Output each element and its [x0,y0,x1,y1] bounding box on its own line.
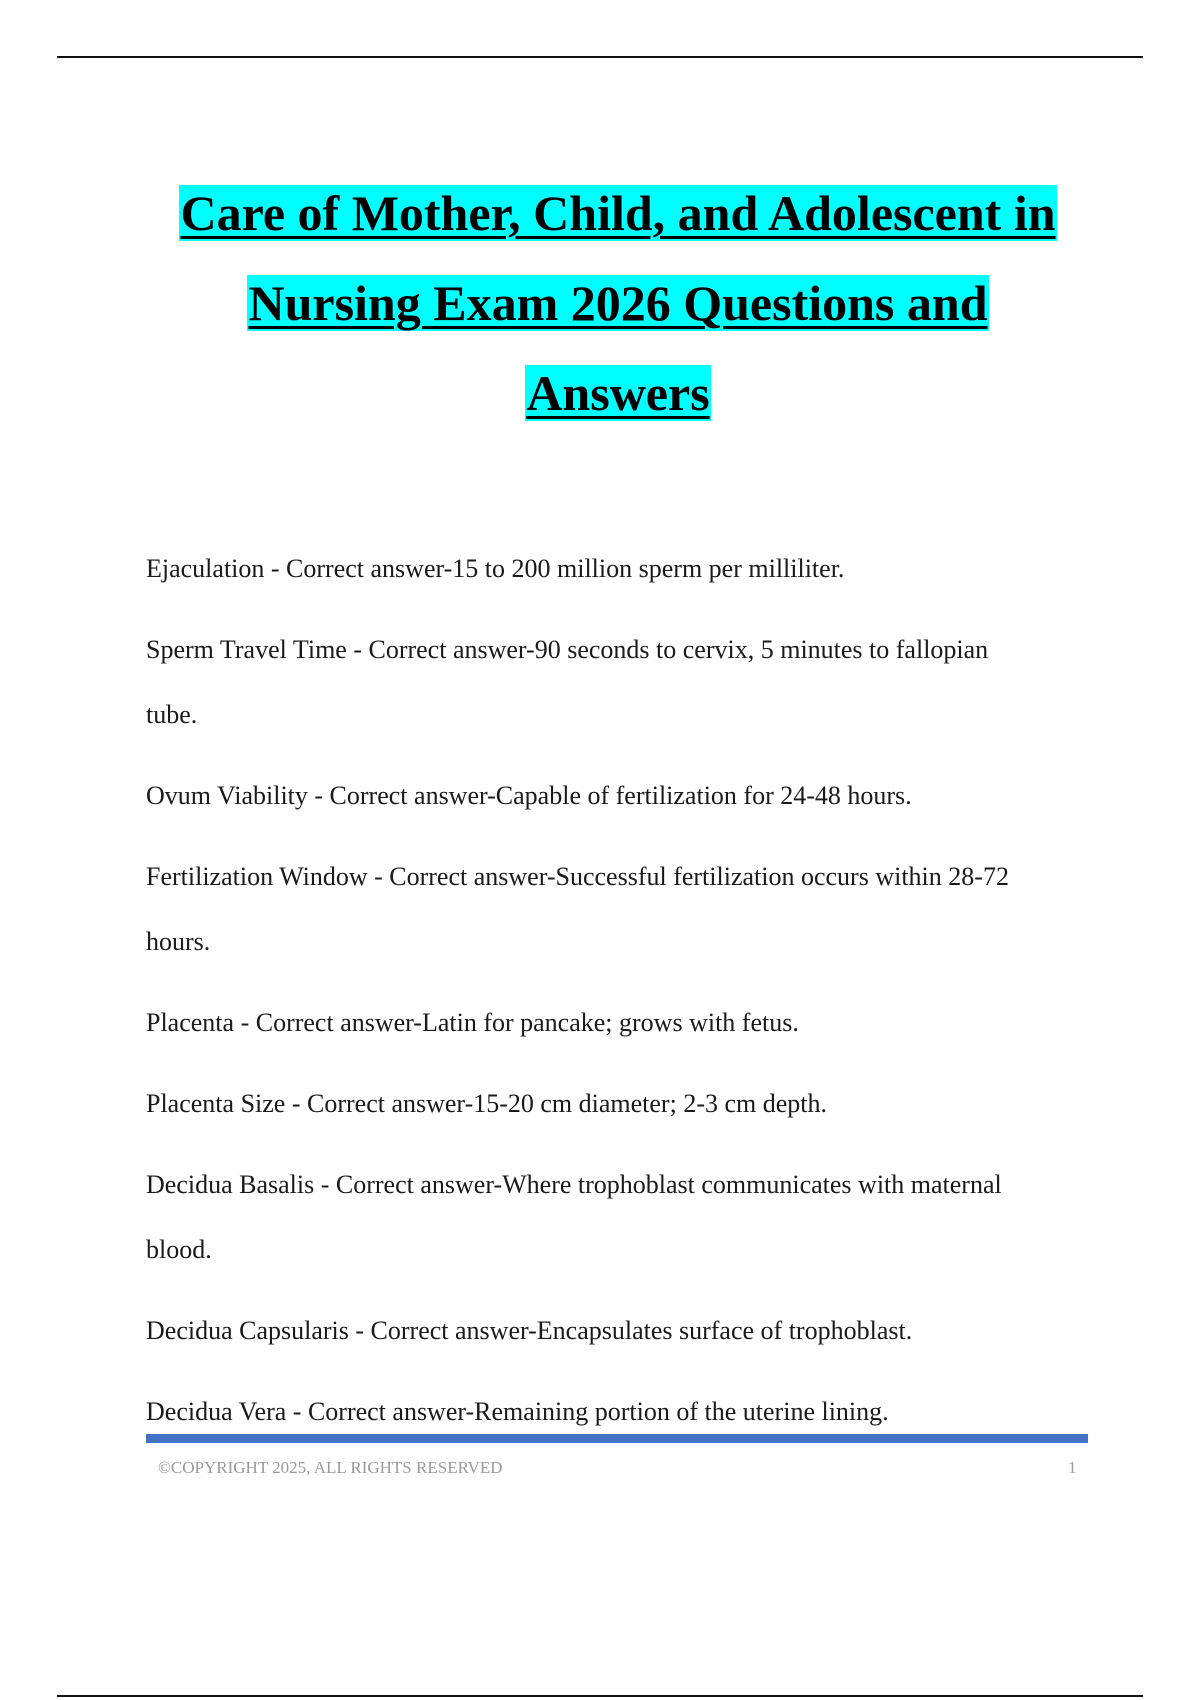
qa-text: Decidua Vera - Correct answer-Remaining portion of the uterine lining. [146,1397,889,1426]
qa-text-continued: tube. [146,700,198,729]
qa-text: Ejaculation - Correct answer-15 to 200 million sperm per milliliter. [146,554,845,583]
qa-text-continued: blood. [146,1235,212,1264]
qa-item-fertilization-window [146,844,1086,974]
title-line-2: Nursing Exam 2026 Questions and [248,275,988,331]
qa-item-decidua-basalis [146,1152,1086,1282]
qa-text: Sperm Travel Time - Correct answer-90 seconds to cervix, 5 minutes to fallopian [146,635,989,664]
qa-item-placenta [146,990,1086,1055]
qa-item-sperm-travel-time [146,617,1086,747]
page-number: 1 [1068,1458,1077,1477]
qa-text: Decidua Capsularis - Correct answer-Encapsulates surface of trophoblast. [146,1316,913,1345]
qa-list [146,536,1086,1460]
qa-text: Fertilization Window - Correct answer-Successful fertilization occurs within 28-72 [146,862,1009,891]
title-line-1: Care of Mother, Child, and Adolescent in [180,185,1056,241]
qa-item-ovum-viability [146,763,1086,828]
top-rule [57,56,1143,58]
qa-text: Placenta - Correct answer-Latin for pancake; grows with fetus. [146,1008,799,1037]
footer-copyright: ©COPYRIGHT 2025, ALL RIGHTS RESERVED [158,1458,503,1477]
title-line-3: Answers [526,365,710,421]
qa-item-ejaculation [146,536,1086,601]
qa-item-placenta-size [146,1071,1086,1136]
bottom-rule [57,1695,1143,1697]
qa-item-decidua-capsularis [146,1298,1086,1363]
footer-bar [146,1434,1088,1443]
qa-text: Placenta Size - Correct answer-15-20 cm diameter; 2-3 cm depth. [146,1089,828,1118]
qa-text-continued: hours. [146,927,211,956]
qa-text: Decidua Basalis - Correct answer-Where trophoblast communicates with maternal [146,1170,1002,1199]
qa-text: Ovum Viability - Correct answer-Capable of fertilization for 24-48 hours. [146,781,912,810]
document-title [0,168,1200,438]
